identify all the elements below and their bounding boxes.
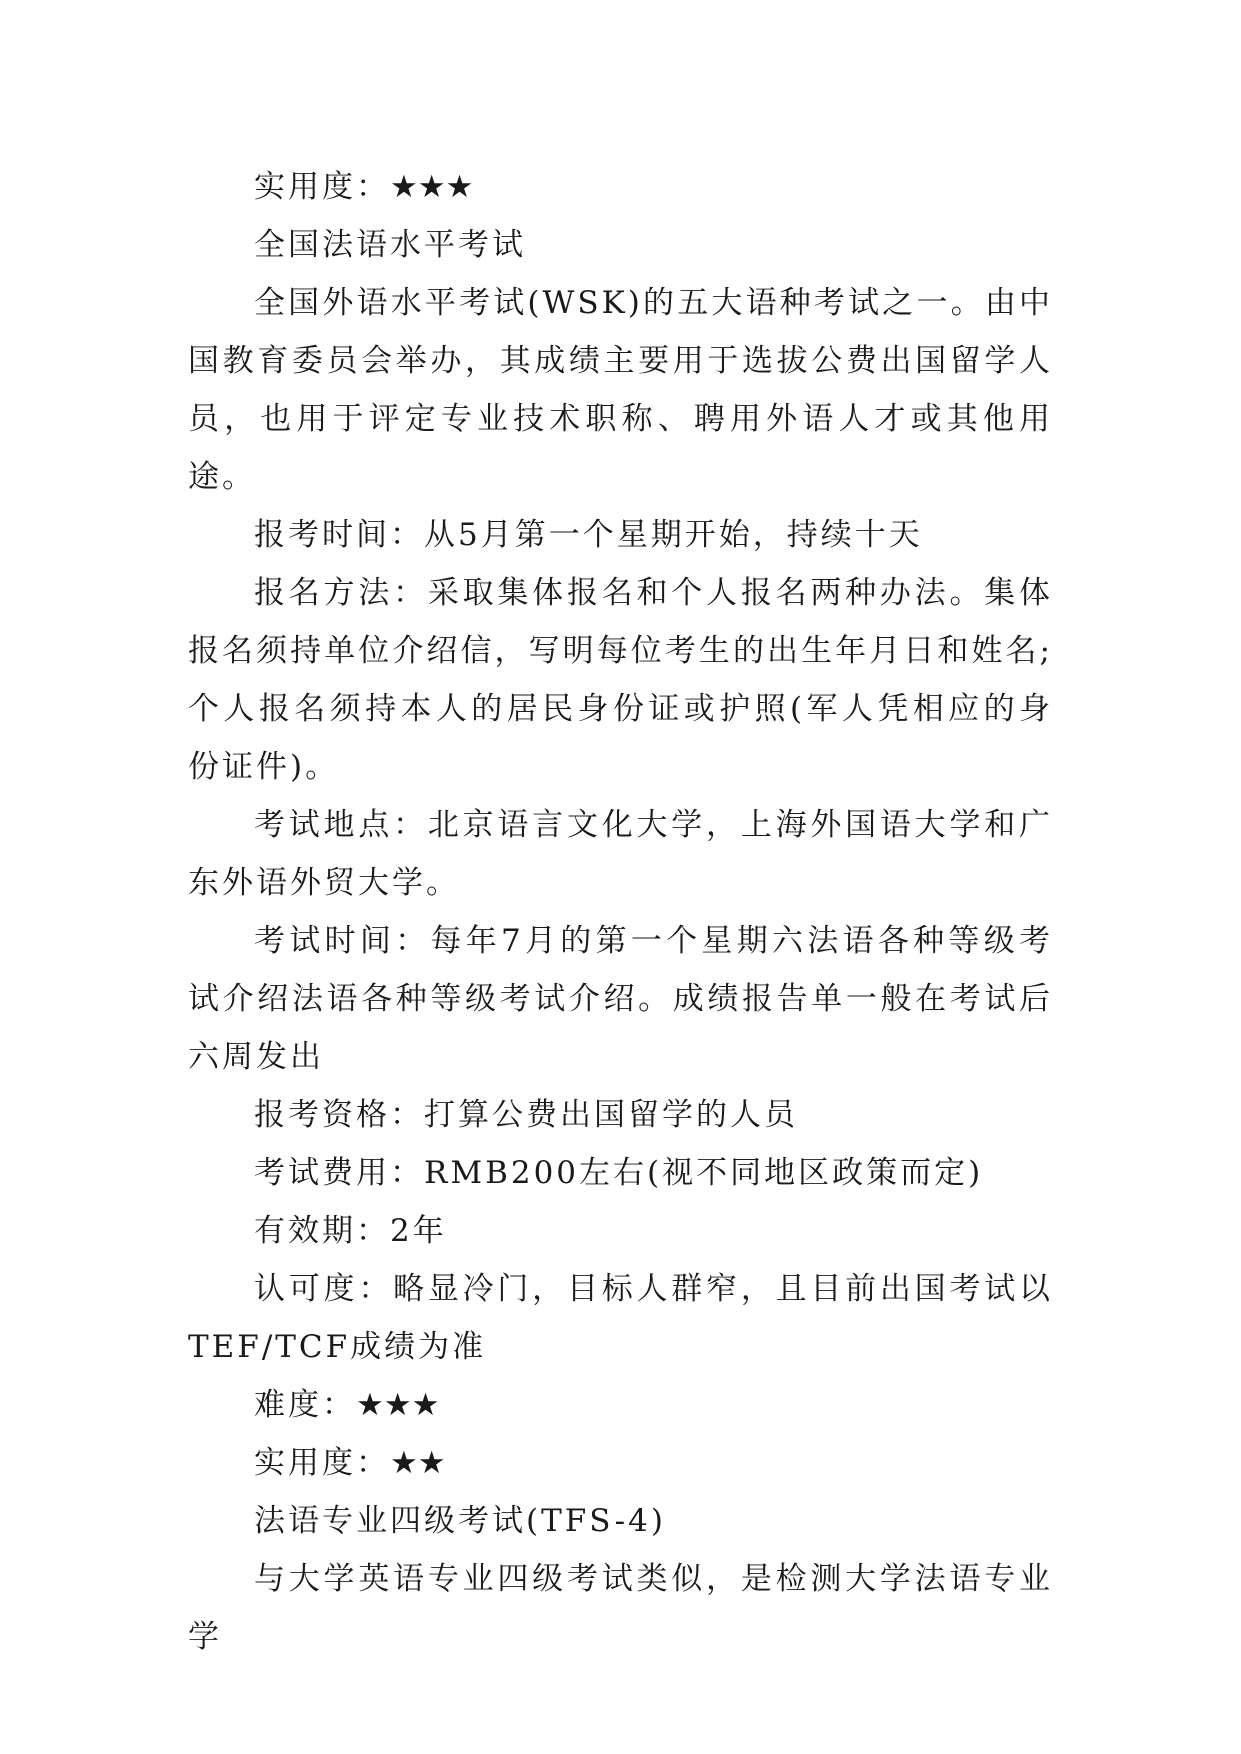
rating-label: 难度： xyxy=(254,1387,356,1423)
paragraph-eligibility: 报考资格：打算公费出国留学的人员 xyxy=(254,1097,798,1133)
paragraph-tfs4-intro: 与大学英语专业四级考试类似，是检测大学法语专业学 xyxy=(188,1561,1053,1655)
rating-label: 实用度： xyxy=(254,1445,390,1481)
paragraph-exam-time: 考试时间：每年7月的第一个星期六法语各种等级考试介绍法语各种等级考试介绍。成绩报告单一般在考试后六周发出 xyxy=(188,923,1053,1075)
rating-difficulty xyxy=(188,1376,1053,1434)
star-rating: ★★ xyxy=(390,1445,446,1481)
paragraph-exam-fee: 考试费用：RMB200左右(视不同地区政策而定) xyxy=(254,1155,984,1191)
rating-practicality-1 xyxy=(188,158,1053,216)
star-rating: ★★★ xyxy=(356,1387,440,1423)
section-heading-french-level-exam: 全国法语水平考试 xyxy=(254,227,526,263)
document-page xyxy=(188,158,1053,1666)
paragraph-registration-method: 报名方法：采取集体报名和个人报名两种办法。集体报名须持单位介绍信，写明每位考生的出生年月日和姓名;个人报名须持本人的居民身份证或护照(军人凭相应的身份证件)。 xyxy=(188,575,1053,785)
paragraph-intro: 全国外语水平考试(WSK)的五大语种考试之一。由中国教育委员会举办，其成绩主要用于选拔公费出国留学人员，也用于评定专业技术职称、聘用外语人才或其他用途。 xyxy=(188,285,1053,495)
rating-label: 实用度： xyxy=(254,169,390,205)
paragraph-recognition: 认可度：略显冷门，目标人群窄，且目前出国考试以TEF/TCF成绩为准 xyxy=(188,1271,1053,1365)
paragraph-validity: 有效期：2年 xyxy=(254,1213,447,1249)
rating-practicality-2 xyxy=(188,1434,1053,1492)
star-rating: ★★★ xyxy=(390,169,474,205)
section-heading-tfs4: 法语专业四级考试(TFS-4) xyxy=(254,1503,666,1539)
paragraph-exam-location: 考试地点：北京语言文化大学，上海外国语大学和广东外语外贸大学。 xyxy=(188,807,1053,901)
paragraph-registration-time: 报考时间：从5月第一个星期开始，持续十天 xyxy=(254,517,923,553)
